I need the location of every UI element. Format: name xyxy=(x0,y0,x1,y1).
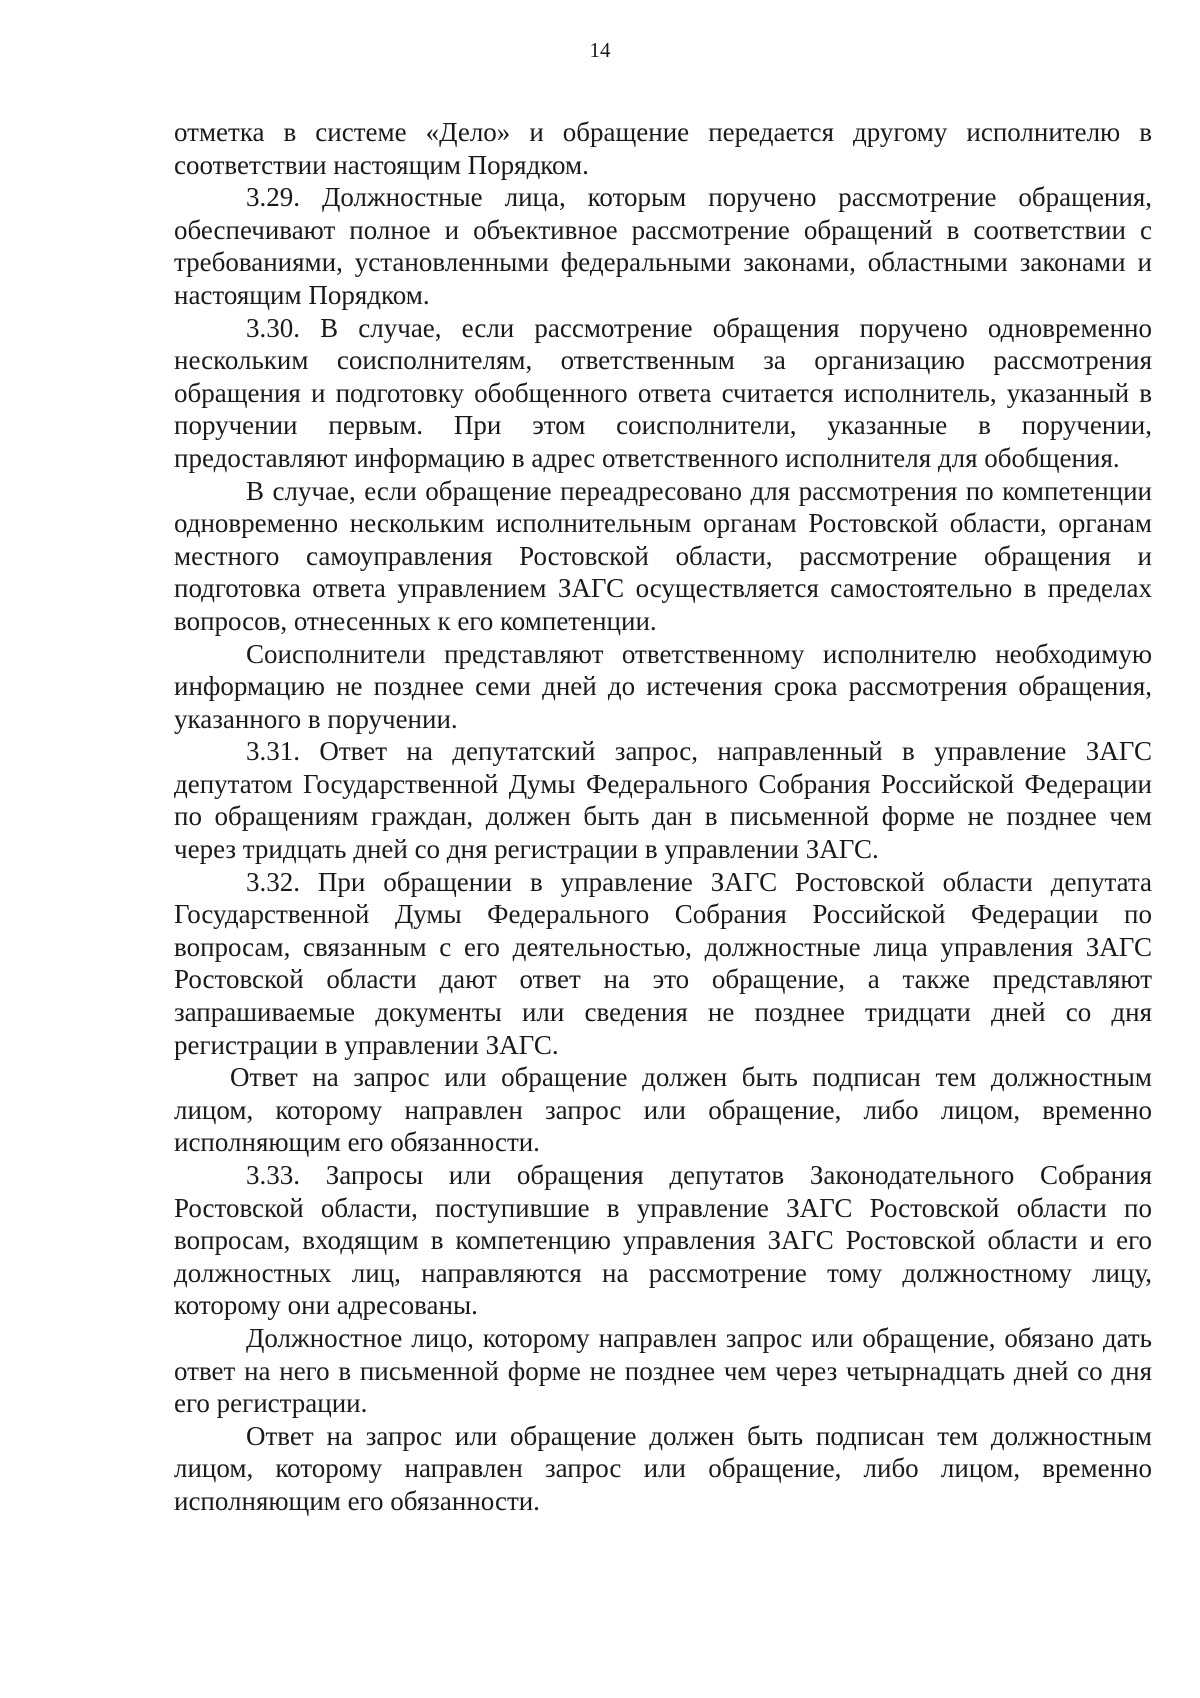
document-body xyxy=(174,116,1152,1518)
paragraph-3-32: 3.32. При обращении в управление ЗАГС Ростовской области депутата Государственной Думы Федерального Собрания Российской Федерации по вопросам, связанным с его деятельностью, должностные лица управления ЗАГС Ростовской области дают ответ на это обращение, а также представляют запрашиваемые документы или сведения не позднее тридцати дней со дня регистрации в управлении ЗАГС. xyxy=(174,866,1152,1060)
paragraph-3-31: 3.31. Ответ на депутатский запрос, направленный в управление ЗАГС депутатом Государственной Думы Федерального Собрания Российской Федерации по обращениям граждан, должен быть дан в письменной форме не позднее чем через тридцать дней со дня регистрации в управлении ЗАГС. xyxy=(174,736,1152,865)
paragraph-3-30: 3.30. В случае, если рассмотрение обращения поручено одновременно нескольким соисполнителям, ответственным за организацию рассмотрения обращения и подготовку обобщенного ответа считается исполнитель, указанный в поручении первым. При этом соисполнители, указанные в поручении, предоставляют информацию в адрес ответственного исполнителя для обобщения. xyxy=(174,312,1152,473)
paragraph-readdressed-case: В случае, если обращение переадресовано для рассмотрения по компетенции одновременно нескольким исполнительным органам Ростовской области, органам местного самоуправления Ростовской области, рассмотрение обращения и подготовка ответа управлением ЗАГС осуществляется самостоятельно в пределах вопросов, отнесенных к его компетенции. xyxy=(174,475,1152,636)
paragraph-co-executors: Соисполнители представляют ответственному исполнителю необходимую информацию не позднее семи дней до истечения срока рассмотрения обращения, указанного в поручении. xyxy=(174,638,1152,734)
paragraph-signature-rule-2: Ответ на запрос или обращение должен быть подписан тем должностным лицом, которому направлен запрос или обращение, либо лицом, временно исполняющим его обязанности. xyxy=(174,1420,1152,1516)
paragraph-3-33: 3.33. Запросы или обращения депутатов Законодательного Собрания Ростовской области, поступившие в управление ЗАГС Ростовской области по вопросам, входящим в компетенцию управления ЗАГС Ростовской области и его должностных лиц, направляются на рассмотрение тому должностному лицу, которому они адресованы. xyxy=(174,1160,1152,1321)
paragraph-continuation: отметка в системе «Дело» и обращение передается другому исполнителю в соответствии настоящим Порядком. xyxy=(174,117,1152,180)
page-number: 14 xyxy=(589,38,611,62)
paragraph-signature-rule-1: Ответ на запрос или обращение должен быть подписан тем должностным лицом, которому направлен запрос или обращение, либо лицом, временно исполняющим его обязанности. xyxy=(174,1062,1152,1158)
paragraph-response-deadline: Должностное лицо, которому направлен запрос или обращение, обязано дать ответ на него в письменной форме не позднее чем через четырнадцать дней со дня его регистрации. xyxy=(174,1322,1152,1419)
paragraph-3-29: 3.29. Должностные лица, которым поручено рассмотрение обращения, обеспечивают полное и объективное рассмотрение обращений в соответствии с требованиями, установленными федеральными законами, областными законами и настоящим Порядком. xyxy=(174,182,1152,310)
